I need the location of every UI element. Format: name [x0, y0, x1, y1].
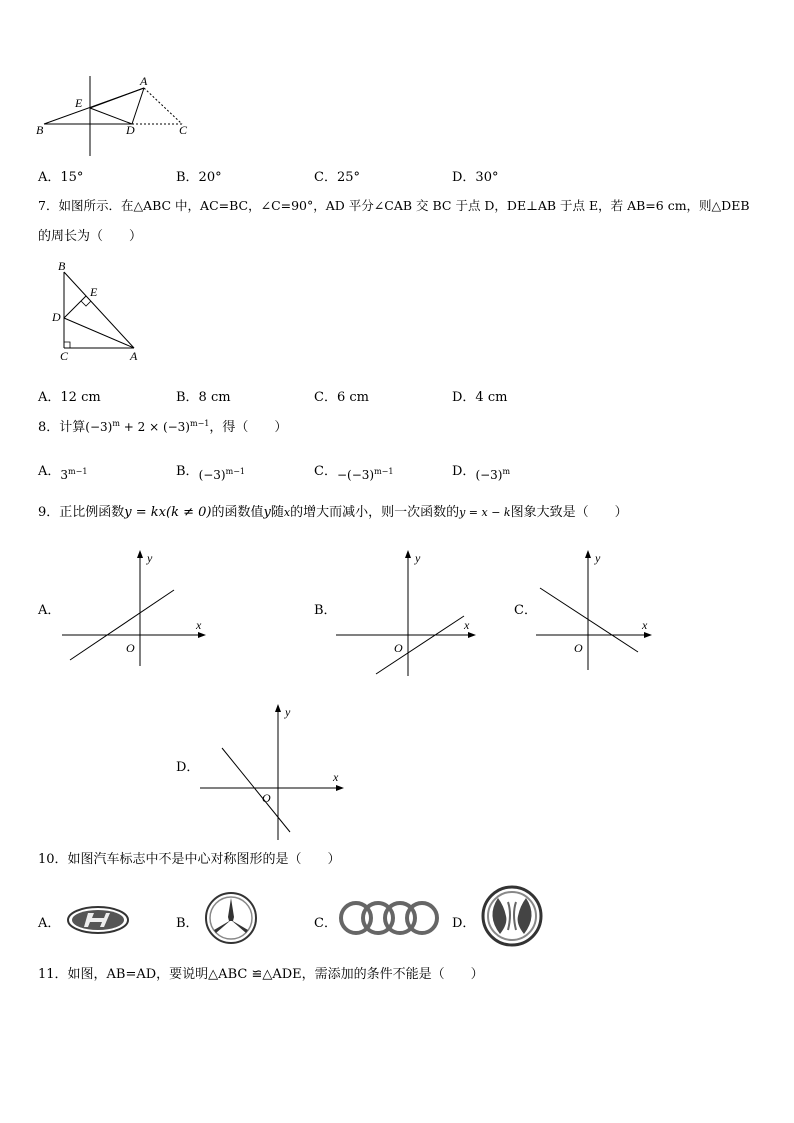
- q7-right-angle-E: [81, 301, 91, 306]
- q8-question: [38, 420, 287, 434]
- arrow-up-icon: [137, 550, 143, 558]
- q10-option-b-label: B．: [176, 916, 199, 931]
- q8-expr-mid: + 2 × (−3): [119, 420, 190, 434]
- q11-question: 11．如图，AB=AD，要说明△ABC ≌△ADE，需添加的条件不能是（ ）: [38, 967, 484, 982]
- q8-prefix: 8．计算: [38, 420, 86, 435]
- q9-var-y: y: [263, 505, 271, 520]
- q9-graph-b-y-label: y: [415, 551, 421, 565]
- arrow-right-icon: [468, 632, 476, 638]
- dongfeng-logo-icon: [478, 884, 546, 948]
- q6-label-C: C: [179, 123, 188, 137]
- q6-label-B: B: [36, 123, 44, 137]
- arrow-right-icon: [336, 785, 344, 791]
- q6-label-D: D: [126, 123, 135, 137]
- q9-graph-d-line: [222, 748, 290, 832]
- q6-option-c: C．25°: [314, 170, 360, 185]
- q6-segment-AD: [132, 88, 144, 124]
- q6-dashed-AC: [144, 88, 182, 124]
- q6-label-A: A: [140, 74, 148, 88]
- q9-formula-1: y = kx(k ≠ 0): [124, 505, 212, 520]
- hyundai-logo-icon: [66, 904, 130, 936]
- q7-question-line1: 7．如图所示．在△ABC 中，AC=BC，∠C=90°，AD 平分∠CAB 交 BC 于点 D，DE⊥AB 于点 E，若 AB=6 cm，则△DEB: [38, 198, 750, 213]
- q7-segment-DA: [64, 318, 134, 348]
- q6-option-d: D．30°: [452, 170, 499, 185]
- q9-graph-a: [60, 548, 220, 678]
- q9-text-4: 的增大而减小，则一次函数的: [290, 505, 460, 520]
- q8-option-c: C．$-(-3)^{m-1}$: [314, 464, 394, 482]
- q6-option-b: B．20°: [176, 170, 222, 185]
- q8-option-b: B．$(-3)^{m-1}$: [176, 464, 246, 482]
- q9-graph-a-origin: O: [126, 641, 135, 655]
- q9-option-b-label: B．: [314, 603, 337, 618]
- q7-right-angle-C: [64, 342, 70, 348]
- q9-graph-c-x-label: x: [642, 618, 648, 632]
- q8-exp-a: m: [112, 419, 120, 428]
- q9-graph-d-origin: O: [262, 791, 271, 805]
- q7-option-c: C．6 cm: [314, 390, 369, 405]
- q9-graph-d-y-label: y: [285, 705, 291, 719]
- arrow-up-icon: [275, 704, 281, 712]
- q6-option-a: A．15°: [38, 170, 84, 185]
- q9-text-3: 随: [270, 505, 284, 520]
- q9-graph-c-y-label: y: [595, 551, 601, 565]
- q7-label-C: C: [60, 349, 69, 363]
- q8-exp-b: m−1: [190, 419, 210, 428]
- q9-question: [38, 506, 628, 519]
- arrow-right-icon: [198, 632, 206, 638]
- q6-segment-ED: [90, 108, 132, 124]
- q9-text-5: 图象大致是（ ）: [510, 505, 628, 520]
- q7-label-A: A: [130, 349, 138, 363]
- q7-segment-BA: [64, 272, 134, 348]
- q10-option-d-label: D．: [452, 916, 476, 931]
- q9-graph-c-origin: O: [574, 641, 583, 655]
- q10-option-c-label: C．: [314, 916, 337, 931]
- arrow-up-icon: [405, 550, 411, 558]
- q7-option-b: B．8 cm: [176, 390, 231, 405]
- q7-label-D: D: [52, 310, 61, 324]
- q9-graph-b: [330, 548, 490, 678]
- q6-label-E: E: [75, 96, 83, 110]
- q8-option-d: D．$(-3)^m$: [452, 464, 511, 482]
- q9-graph-a-y-label: y: [147, 551, 153, 565]
- q9-var-x: x: [283, 506, 291, 519]
- q9-graph-a-x-label: x: [196, 618, 202, 632]
- q7-option-d: D．4 cm: [452, 390, 508, 405]
- q7-segment-DE: [64, 296, 86, 318]
- q7-option-a: A．12 cm: [38, 390, 101, 405]
- q6-segment-EA: [90, 88, 144, 108]
- q7-question-line2: 的周长为（ ）: [38, 229, 143, 244]
- q9-graph-a-line: [70, 590, 174, 660]
- q6-figure: [30, 70, 200, 160]
- q9-formula-2: y = x − k: [459, 506, 511, 519]
- q10-question: 10．如图汽车标志中不是中心对称图形的是（ ）: [38, 852, 341, 867]
- q7-label-E: E: [90, 285, 98, 299]
- q7-label-B: B: [58, 259, 66, 273]
- q9-option-d-label: D．: [176, 760, 200, 775]
- q7-figure: [48, 258, 148, 363]
- q9-graph-b-origin: O: [394, 641, 403, 655]
- q9-graph-b-line: [376, 616, 464, 674]
- q8-suffix: ，得（ ）: [209, 420, 288, 435]
- q9-text-1: 9．正比例函数: [38, 505, 125, 520]
- q9-option-c-label: C．: [514, 603, 537, 618]
- audi-logo-icon: [338, 898, 442, 938]
- q9-text-2: 的函数值: [211, 505, 264, 520]
- q8-expr-a: (−3): [85, 420, 113, 434]
- q9-graph-c-line: [540, 588, 638, 652]
- q9-graph-b-x-label: x: [464, 618, 470, 632]
- arrow-right-icon: [644, 632, 652, 638]
- q9-option-a-label: A．: [38, 603, 61, 618]
- q10-option-a-label: A．: [38, 916, 61, 931]
- q9-graph-c: [530, 548, 690, 678]
- mercedes-logo-icon: [203, 890, 259, 946]
- arrow-up-icon: [585, 550, 591, 558]
- q9-graph-d-x-label: x: [333, 770, 339, 784]
- q8-option-a: A．$3^{m-1}$: [38, 464, 88, 482]
- q9-graph-d: [196, 700, 356, 840]
